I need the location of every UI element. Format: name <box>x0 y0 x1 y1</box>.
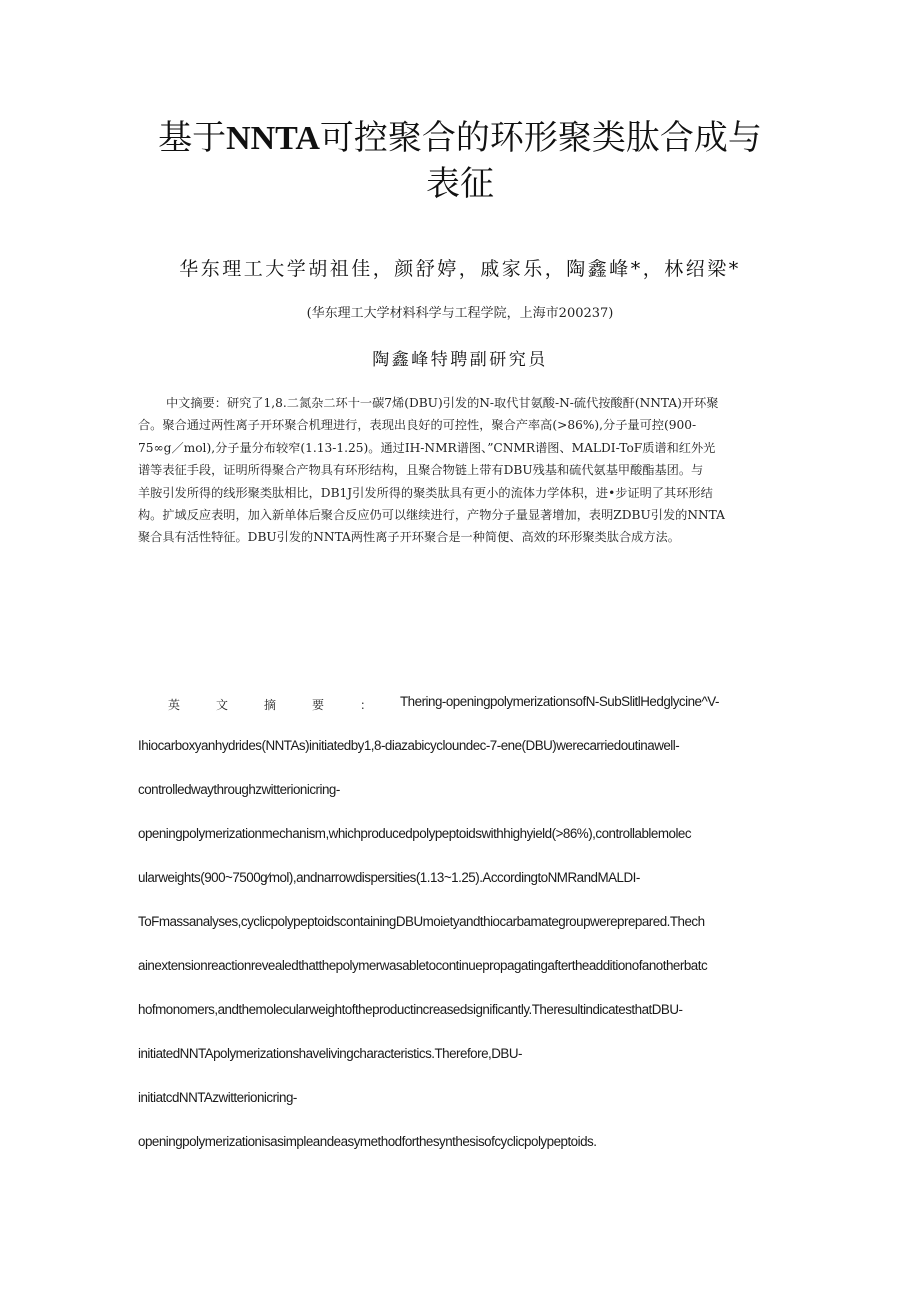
en-abstract-line: initiatcdNNTAzwitterionicring- <box>138 1090 297 1105</box>
title-latin: NNTA <box>226 120 320 157</box>
affiliation: (华东理工大学材料科学与工程学院，上海市200237) <box>306 306 614 321</box>
en-abstract-line: initiatedNNTApolymerizationshavelivingcharacteristics.Therefore,DBU- <box>138 1046 522 1061</box>
en-abstract-line: Ihiocarboxyanhydrides(NNTAs)initiatedby1,8-diazabicycloundec-7-ene(DBU)werecarriedoutinawell- <box>138 738 680 753</box>
paper-title-line-1 <box>100 114 820 163</box>
cn-abstract-line: 聚合具有活性特征。DBU引发的NNTA两性离子开环聚合是一种简便、高效的环形聚类肽合成方法。 <box>138 530 680 545</box>
cn-abstract-line: 合。聚合通过两性离子开环聚合机理进行，表现出良好的可控性，聚合产率高(>86%),分子量可控(900- <box>138 418 697 433</box>
cn-abstract-line: 谱等表征手段，证明所得聚合产物具有环形结构，且聚合物链上带有DBU残基和硫代氨基甲酸酯基团。与 <box>138 463 704 478</box>
en-abstract-label: 英 文 摘 要 ： <box>168 698 373 712</box>
en-abstract-line: controlledwaythroughzwitterionicring- <box>138 782 340 797</box>
author-position: 陶鑫峰特聘副研究员 <box>372 350 548 370</box>
en-abstract-line: hofmonomers,andthemolecularweightoftheproductincreasedsignificantly.TheresultindicatesthatDBU- <box>138 1002 683 1017</box>
cn-abstract-line: 75∞g／mol),分子量分布较窄(1.13-1.25)。通过IH-NMR谱图、”CNMR谱图、MALDI-ToF质谱和红外光 <box>138 440 716 455</box>
paper-title-line-2: 表征 <box>426 164 494 204</box>
en-abstract-line: Thering-openingpolymerizationsofN-SubSlitlHedglycine^V- <box>400 694 719 709</box>
title-prefix: 基于 <box>158 118 227 158</box>
cn-abstract-label: 中文摘要： <box>166 396 227 410</box>
authors: 华东理工大学胡祖佳，颜舒婷，戚家乐，陶鑫峰*，林绍梁* <box>179 258 741 280</box>
en-abstract-line: ularweights(900~7500g⁄mol),andnarrowdispersities(1.13~1.25).AccordingtoNMRandMALDI- <box>138 870 640 885</box>
en-abstract-line: openingpolymerizationisasimpleandeasymethodforthesynthesisofcyclicpolypeptoids. <box>138 1134 597 1149</box>
cn-abstract-line: 构。扩域反应表明，加入新单体后聚合反应仍可以继续进行，产物分子量显著增加，表明ZDBU引发的NNTA <box>138 508 725 523</box>
chinese-abstract <box>138 392 786 549</box>
title-suffix: 可控聚合的环形聚类肽合成与 <box>319 118 762 158</box>
cn-abstract-line: 中文摘要：研究了1,8.二氮杂二环十一碳7烯(DBU)引发的N-取代甘氨酸-N-硫代按酸酐(NNTA)开环聚 <box>166 396 719 410</box>
en-abstract-line: ToFmassanalyses,cyclicpolypeptoidscontainingDBUmoietyandthiocarbamategroupwereprepared.Thech <box>138 914 705 929</box>
en-abstract-line: ainextensionreactionrevealedthatthepolymerwasabletocontinuepropagatingaftertheadditionofanotherbatc <box>138 958 708 973</box>
cn-abstract-line: 羊胺引发所得的线形聚类肽相比，DB1J引发所得的聚类肽具有更小的流体力学体积，进•步证明了其环形结 <box>138 485 713 500</box>
en-abstract-line: openingpolymerizationmechanism,whichproducedpolypeptoidswithhighyield(>86%),controllablemolec <box>138 826 692 841</box>
